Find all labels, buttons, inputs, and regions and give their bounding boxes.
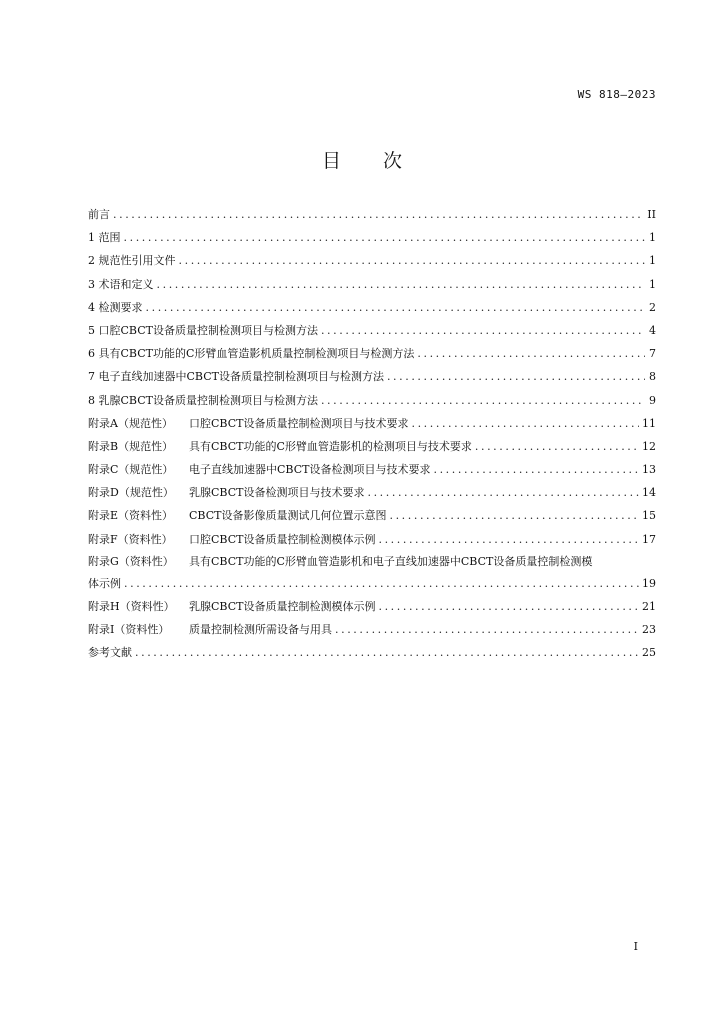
toc-leader	[113, 203, 644, 226]
toc-leader	[146, 296, 646, 319]
toc-annex-category: 附录I（资料性）	[88, 623, 170, 636]
toc-entry-label: 4 检测要求	[88, 300, 143, 314]
toc-entry-page: 19	[642, 576, 656, 590]
toc-annex-category: 附录C（规范性）	[88, 463, 174, 477]
toc-leader	[321, 389, 645, 412]
toc-annex-title: CBCT设备影像质量测试几何位置示意图	[189, 509, 387, 523]
toc-leader	[417, 342, 645, 365]
toc-entry-page: II	[647, 208, 656, 221]
toc-entry-label	[88, 481, 364, 504]
toc-entry-label-continued: 体示例	[88, 576, 121, 590]
toc-entry-annex-a[interactable]	[88, 412, 656, 435]
toc-entry-page: 1	[649, 277, 656, 291]
toc-entry-label	[88, 412, 408, 435]
toc-leader	[475, 435, 639, 458]
title-part-1: 目	[321, 150, 341, 172]
toc-leader	[321, 319, 645, 342]
toc-entry-label	[88, 528, 375, 551]
document-code: WS 818—2023	[577, 88, 656, 101]
toc-entry-annex-d[interactable]	[88, 481, 656, 504]
toc-annex-title: 口腔CBCT设备质量控制检测项目与技术要求	[189, 416, 409, 430]
toc-entry-annex-f[interactable]	[88, 528, 656, 551]
toc-entry-page: 1	[649, 254, 656, 268]
toc-annex-title: 质量控制检测所需设备与用具	[189, 623, 332, 636]
toc-entry-scope[interactable]	[88, 226, 656, 249]
toc-annex-title: 乳腺CBCT设备检测项目与技术要求	[189, 486, 365, 500]
toc-entry-page: 11	[642, 416, 656, 430]
toc-entry-label: 7 电子直线加速器中CBCT设备质量控制检测项目与检测方法	[88, 370, 384, 384]
toc-annex-title: 口腔CBCT设备质量控制检测模体示例	[189, 532, 376, 546]
toc-leader	[378, 528, 639, 551]
toc-entry-annex-c[interactable]	[88, 458, 656, 481]
toc-annex-title: 具有CBCT功能的C形臂血管造影机和电子直线加速器中CBCT设备质量控制检测模	[189, 554, 593, 568]
toc-entry-page: 23	[642, 623, 656, 636]
toc-entry-section-5[interactable]	[88, 319, 656, 342]
toc-entry-label	[88, 595, 375, 618]
page-title	[0, 146, 724, 173]
toc-entry-page: 4	[649, 323, 656, 337]
toc-entry-label	[88, 458, 430, 481]
toc-entry-annex-e[interactable]	[88, 504, 656, 527]
toc-annex-title: 乳腺CBCT设备质量控制检测模体示例	[189, 599, 376, 613]
toc-entry-page: 17	[642, 532, 656, 546]
toc-annex-title: 电子直线加速器中CBCT设备检测项目与技术要求	[189, 463, 431, 477]
toc-entry-foreword[interactable]	[88, 203, 656, 226]
toc-entry-annex-h[interactable]	[88, 595, 656, 618]
toc-annex-title: 具有CBCT功能的C形臂血管造影机的检测项目与技术要求	[189, 439, 472, 453]
toc-annex-category: 附录H（资料性）	[88, 599, 175, 613]
toc-entry-page: 12	[642, 439, 656, 453]
toc-leader	[124, 226, 646, 249]
toc-entry-terms[interactable]	[88, 273, 656, 296]
toc-leader	[389, 504, 639, 527]
toc-entry-label	[88, 551, 656, 572]
toc-entry-page: 1	[649, 231, 656, 245]
table-of-contents	[88, 203, 656, 664]
toc-leader	[335, 618, 639, 641]
toc-entry-normative-references[interactable]	[88, 249, 656, 272]
toc-leader	[411, 412, 639, 435]
toc-leader	[433, 458, 639, 481]
toc-entry-page: 13	[642, 463, 656, 477]
toc-entry-section-8[interactable]	[88, 389, 656, 412]
toc-leader	[135, 641, 639, 664]
toc-entry-label	[88, 618, 332, 641]
toc-entry-label: 参考文献	[88, 646, 132, 660]
toc-leader	[157, 273, 646, 296]
toc-entry-label: 6 具有CBCT功能的C形臂血管造影机质量控制检测项目与检测方法	[88, 347, 415, 361]
toc-entry-label: 8 乳腺CBCT设备质量控制检测项目与检测方法	[88, 393, 318, 407]
toc-entry-label: 5 口腔CBCT设备质量控制检测项目与检测方法	[88, 323, 318, 337]
toc-entry-section-7[interactable]	[88, 365, 656, 388]
toc-leader	[179, 249, 646, 272]
toc-entry-label: 1 范围	[88, 231, 121, 245]
toc-entry-label	[88, 504, 386, 527]
toc-annex-category: 附录A（规范性）	[88, 416, 173, 430]
toc-annex-category: 附录E（资料性）	[88, 509, 174, 523]
toc-entry-page: 8	[649, 370, 656, 384]
toc-entry-label: 前言	[88, 208, 110, 221]
toc-entry-page: 15	[642, 509, 656, 523]
title-part-2: 次	[383, 150, 403, 172]
toc-entry-annex-i[interactable]	[88, 618, 656, 641]
toc-leader	[387, 365, 645, 388]
toc-entry-bibliography[interactable]	[88, 641, 656, 664]
page-number: I	[633, 940, 638, 953]
toc-leader	[367, 481, 639, 504]
toc-entry-label	[88, 435, 472, 458]
toc-annex-category: 附录B（规范性）	[88, 439, 174, 453]
toc-entry-page: 25	[642, 646, 656, 660]
toc-entry-page: 14	[642, 486, 656, 500]
toc-leader	[124, 572, 639, 595]
toc-entry-annex-b[interactable]	[88, 435, 656, 458]
toc-entry-section-6[interactable]	[88, 342, 656, 365]
toc-entry-annex-g[interactable]	[88, 551, 656, 595]
toc-entry-page: 2	[649, 300, 656, 314]
toc-entry-page: 9	[649, 393, 656, 407]
toc-annex-category: 附录F（资料性）	[88, 532, 173, 546]
toc-annex-category: 附录D（规范性）	[88, 486, 174, 500]
toc-entry-page: 21	[642, 599, 656, 613]
toc-leader	[378, 595, 639, 618]
toc-entry-label: 2 规范性引用文件	[88, 254, 176, 268]
toc-entry-page: 7	[649, 347, 656, 361]
toc-entry-label: 3 术语和定义	[88, 277, 154, 291]
toc-entry-requirements[interactable]	[88, 296, 656, 319]
toc-annex-category: 附录G（资料性）	[88, 554, 174, 568]
